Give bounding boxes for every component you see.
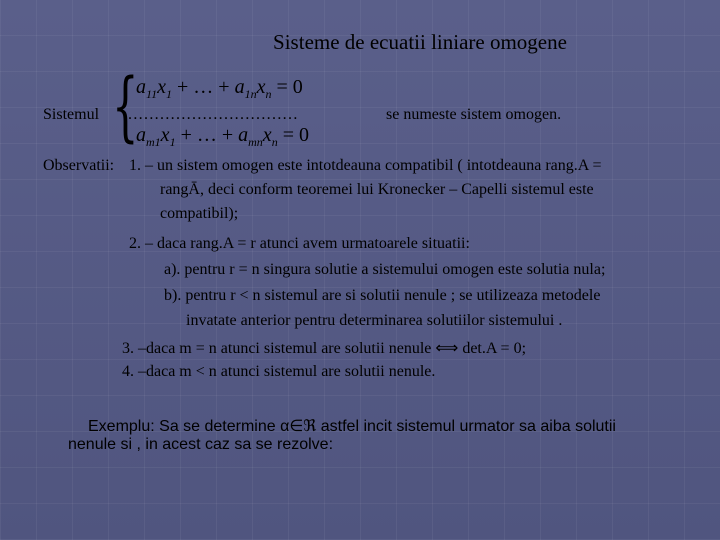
observation-1-line-1: 1. – un sistem omogen este intotdeauna compatibil ( intotdeauna rang.A = — [129, 157, 602, 174]
example-line-2: nenule si , in acest caz sa se rezolve: — [68, 436, 334, 453]
observation-1-line-3: compatibil); — [160, 205, 239, 222]
observation-2a: a). pentru r = n singura solutie a sistemului omogen este solutia nula; — [164, 261, 606, 278]
system-suffix: se numeste sistem omogen. — [386, 106, 562, 123]
observation-2: 2. – daca rang.A = r atunci avem urmatoarele situatii: — [129, 235, 470, 252]
example-line-1: Exemplu: Sa se determine α∈ℜ astfel incit sistemul urmator sa aiba solutii — [88, 418, 616, 435]
observation-1-line-2: rangĀ, deci conform teoremei lui Kronecker – Capelli sistemul este — [160, 181, 594, 198]
system-prefix: Sistemul — [43, 106, 100, 123]
equation-dots: …………………………… — [122, 106, 298, 123]
observation-2b-line-1: b). pentru r < n sistemul are si solutii nenule ; se utilizeaza metodele — [164, 287, 601, 304]
left-brace-icon: { — [112, 61, 139, 150]
observations-label: Observatii: — [43, 157, 115, 174]
page-title: Sisteme de ecuatii liniare omogene — [273, 30, 567, 54]
equation-1: $a_{11}x_1$ + … + $a_{1n}x_n = 0$ — [136, 76, 303, 101]
observation-3: 3. –daca m = n atunci sistemul are solutii nenule ⟺ det.A = 0; — [122, 340, 527, 357]
observation-4: 4. –daca m < n atunci sistemul are solutii nenule. — [122, 363, 436, 380]
observation-2b-line-2: invatate anterior pentru determinarea solutiilor sistemului . — [186, 312, 563, 329]
equation-2: $a_{m1}x_1$ + … + $a_{mn}x_n = 0$ — [136, 124, 309, 149]
